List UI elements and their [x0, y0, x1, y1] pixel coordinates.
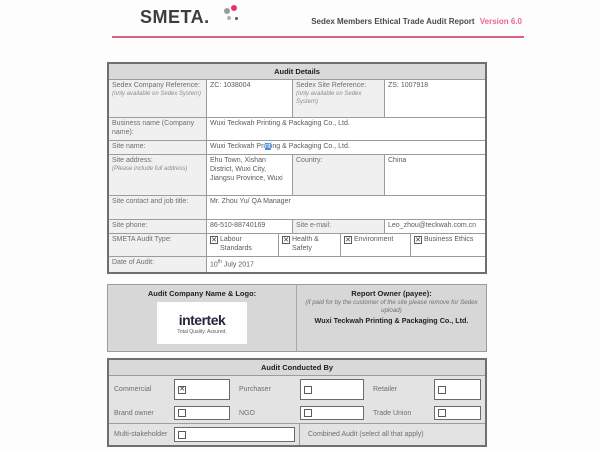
table-row [109, 154, 485, 195]
table-row [109, 256, 485, 272]
audit-company-section [107, 284, 487, 352]
audit-date-value: 10th July 2017 [206, 257, 485, 272]
trade-union-label: Trade Union [373, 409, 412, 417]
business-name-label: Business name (Company name): [109, 118, 206, 140]
report-owner-value: Wuxi Teckwah Printing & Packaging Co., Ltd. [314, 316, 469, 326]
site-ref-label: Sedex Site Reference: (only available on Sedex System) [292, 80, 384, 117]
table-row [109, 219, 485, 233]
intertek-logo-text: intertek [178, 311, 226, 328]
site-address-note: (Please include full address) [112, 166, 188, 173]
company-ref-note: (only available on Sedex System) [112, 91, 202, 98]
site-address-value: Ehu Town, Xishan District, Wuxi City, Jiangsu Province, Wuxi [206, 155, 292, 195]
site-phone-label: Site phone: [109, 220, 206, 233]
audit-type-environment: ✕ Environment [340, 234, 410, 256]
company-ref-value: ZC: 1038004 [206, 80, 292, 117]
business-ethics-checkbox[interactable] [414, 236, 422, 244]
trade-union-checkbox-cell [434, 406, 481, 420]
table-row [109, 403, 485, 423]
table-row [109, 376, 485, 403]
site-contact-label: Site contact and job title: [109, 196, 206, 219]
table-row [109, 79, 485, 117]
multi-stakeholder-label: Multi-stakeholder [114, 431, 168, 438]
retailer-checkbox-cell [434, 379, 481, 400]
company-ref-label: Sedex Company Reference: (only available on Sedex System) [109, 80, 206, 117]
commercial-checkbox-cell [174, 379, 230, 400]
health-safety-checkbox[interactable] [282, 236, 290, 244]
audit-conducted-by-table [107, 358, 487, 447]
table-row [109, 140, 485, 154]
site-name-label: Site name: [109, 141, 206, 154]
table-row [109, 233, 485, 256]
logo-dot-gray-icon [224, 8, 230, 14]
commercial-checkbox[interactable] [178, 386, 186, 394]
brand-owner-label: Brand owner [114, 409, 154, 417]
audit-company-title: Audit Company Name & Logo: [147, 289, 257, 298]
header-divider [112, 36, 524, 38]
logo-dot-small-icon [227, 16, 231, 20]
smeta-logo [140, 7, 210, 35]
audit-type-labour: ✕ Labour Standards [206, 234, 278, 256]
brand-owner-checkbox[interactable] [178, 409, 186, 417]
smeta-logo-text: SMETA. [140, 7, 210, 27]
table-row [109, 423, 485, 445]
country-label: Country: [292, 155, 384, 195]
country-value: China [384, 155, 485, 195]
environment-checkbox[interactable] [344, 236, 352, 244]
report-owner-cell [297, 285, 486, 351]
report-owner-title: Report Owner (payee): [351, 289, 432, 298]
combined-audit-label: Combined Audit (select all that apply) [299, 424, 485, 445]
ngo-checkbox[interactable] [304, 409, 312, 417]
trade-union-checkbox[interactable] [438, 409, 446, 417]
site-address-label: Site address: (Please include full address) [109, 155, 206, 195]
report-version: Version 6.0 [479, 17, 522, 26]
site-ref-note: (only available on Sedex System) [296, 91, 362, 105]
multi-stakeholder-checkbox[interactable] [178, 431, 186, 439]
audit-details-title: Audit Details [109, 64, 485, 79]
purchaser-label: Purchaser [239, 386, 271, 393]
audit-type-business-ethics: ✕ Business Ethics [410, 234, 485, 256]
audit-company-cell [108, 285, 297, 351]
site-email-value: Leo_zhou@teckwah.com.cn [384, 220, 485, 233]
site-phone-value: 86-510-88740169 [206, 220, 292, 233]
ngo-label: NGO [239, 409, 255, 417]
retailer-label: Retailer [373, 386, 398, 393]
multi-stakeholder-checkbox-cell [174, 427, 295, 442]
ngo-checkbox-cell [300, 406, 364, 420]
table-row [109, 195, 485, 219]
table-row [109, 117, 485, 140]
site-contact-value: Mr. Zhou Yu/ QA Manager [206, 196, 485, 219]
commercial-label: Commercial [114, 386, 152, 393]
brand-owner-checkbox-cell [174, 406, 230, 420]
logo-dot-pink-icon [231, 5, 237, 11]
audit-type-label: SMETA Audit Type: [109, 234, 206, 256]
audit-date-label: Date of Audit: [109, 257, 206, 272]
audit-type-health: ✕ Health & Safety [278, 234, 340, 256]
logo-dot-dark-icon [235, 17, 238, 20]
site-email-label: Site e-mail: [292, 220, 384, 233]
report-title: Sedex Members Ethical Trade Audit Report [311, 17, 475, 26]
purchaser-checkbox-cell [300, 379, 364, 400]
purchaser-checkbox[interactable] [304, 386, 312, 394]
audit-details-table [107, 62, 487, 274]
site-ref-value: ZS: 1007918 [384, 80, 485, 117]
site-name-value[interactable]: Wuxi Teckwah Printing & Packaging Co., Ltd. [206, 141, 485, 154]
labour-standards-checkbox[interactable] [210, 236, 218, 244]
intertek-logo [157, 302, 247, 344]
report-owner-note: (if paid for by the customer of the site please remove for Sedex upload) [305, 299, 478, 315]
text-selection: nt [264, 143, 271, 151]
retailer-checkbox[interactable] [438, 386, 446, 394]
smeta-logo-dots-icon [224, 5, 244, 23]
audit-conducted-by-title: Audit Conducted By [109, 360, 485, 376]
intertek-tagline: Total Quality. Assured. [177, 328, 227, 335]
report-header [311, 17, 522, 26]
business-name-value: Wuxi Teckwah Printing & Packaging Co., Ltd. [206, 118, 485, 140]
